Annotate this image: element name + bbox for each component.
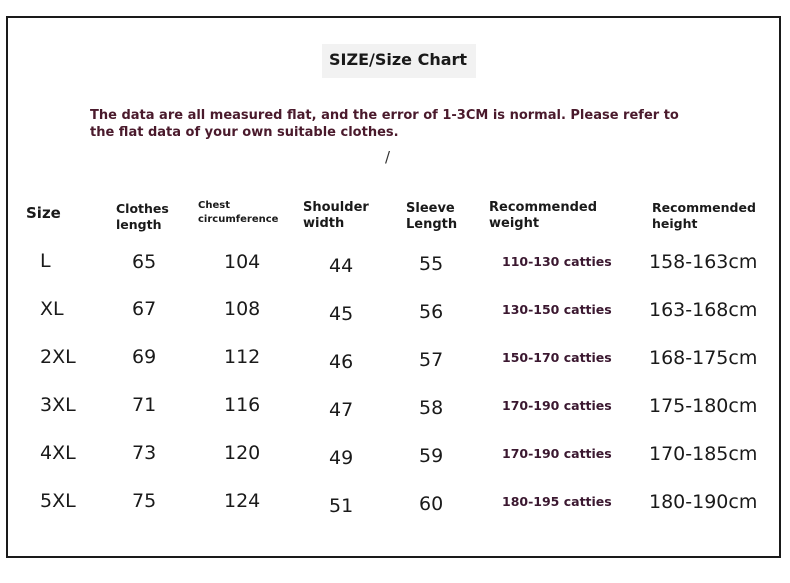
cell-length: 71 — [132, 394, 157, 416]
header-weight — [489, 200, 619, 232]
cell-shoulder: 51 — [329, 495, 354, 517]
cell-sleeve: 59 — [419, 445, 444, 467]
header-shoulder-line2: width — [303, 216, 345, 231]
cell-size: 4XL — [40, 442, 76, 464]
header-height-line1: Recommended — [652, 200, 756, 215]
cell-size: XL — [40, 298, 64, 320]
measurement-note: The data are all measured flat, and the error of 1-3CM is normal. Please refer to the flat data of your own suitable clothes. — [90, 108, 679, 140]
cell-weight: 170-190 catties — [502, 446, 612, 461]
chart-frame — [6, 16, 781, 558]
header-size: Size — [26, 204, 61, 222]
cell-length: 69 — [132, 346, 157, 368]
cell-length: 67 — [132, 298, 157, 320]
cell-sleeve: 57 — [419, 349, 444, 371]
cell-shoulder: 45 — [329, 303, 354, 325]
page-title: SIZE/Size Chart — [329, 50, 468, 69]
cell-shoulder: 44 — [329, 255, 354, 277]
cell-length: 75 — [132, 490, 157, 512]
slash-mark: / — [385, 148, 391, 166]
cell-sleeve: 55 — [419, 253, 444, 275]
cell-height: 170-185cm — [649, 443, 758, 465]
header-clothes-length-line1: Clothes — [116, 201, 169, 216]
header-chest-line2: circumference — [198, 214, 279, 225]
header-sleeve — [406, 201, 476, 233]
header-height-line2: height — [652, 216, 698, 231]
header-sleeve-line2: Length — [406, 217, 458, 232]
cell-chest: 104 — [224, 251, 261, 273]
cell-shoulder: 47 — [329, 399, 354, 421]
header-clothes-length-line2: length — [116, 217, 162, 232]
cell-sleeve: 58 — [419, 397, 444, 419]
cell-size: 5XL — [40, 490, 76, 512]
cell-chest: 108 — [224, 298, 261, 320]
cell-chest: 112 — [224, 346, 261, 368]
cell-height: 168-175cm — [649, 347, 758, 369]
header-shoulder — [303, 200, 383, 232]
cell-shoulder: 49 — [329, 447, 354, 469]
cell-length: 65 — [132, 251, 157, 273]
header-height — [652, 200, 762, 232]
cell-weight: 130-150 catties — [502, 302, 612, 317]
cell-height: 158-163cm — [649, 251, 758, 273]
cell-sleeve: 56 — [419, 301, 444, 323]
cell-weight: 150-170 catties — [502, 350, 612, 365]
header-chest — [198, 199, 288, 227]
cell-chest: 124 — [224, 490, 261, 512]
cell-size: 2XL — [40, 346, 76, 368]
cell-weight: 170-190 catties — [502, 398, 612, 413]
cell-height: 163-168cm — [649, 299, 758, 321]
header-weight-line2: weight — [489, 216, 540, 231]
cell-chest: 116 — [224, 394, 261, 416]
cell-chest: 120 — [224, 442, 261, 464]
header-chest-line1: Chest — [198, 200, 230, 211]
header-weight-line1: Recommended — [489, 200, 598, 215]
cell-size: L — [40, 250, 51, 272]
cell-size: 3XL — [40, 394, 76, 416]
header-sleeve-line1: Sleeve — [406, 201, 455, 216]
cell-weight: 110-130 catties — [502, 254, 612, 269]
cell-height: 175-180cm — [649, 395, 758, 417]
cell-shoulder: 46 — [329, 351, 354, 373]
cell-length: 73 — [132, 442, 157, 464]
cell-weight: 180-195 catties — [502, 494, 612, 509]
cell-height: 180-190cm — [649, 491, 758, 513]
header-shoulder-line1: Shoulder — [303, 200, 369, 215]
header-clothes-length — [116, 201, 186, 233]
cell-sleeve: 60 — [419, 493, 444, 515]
